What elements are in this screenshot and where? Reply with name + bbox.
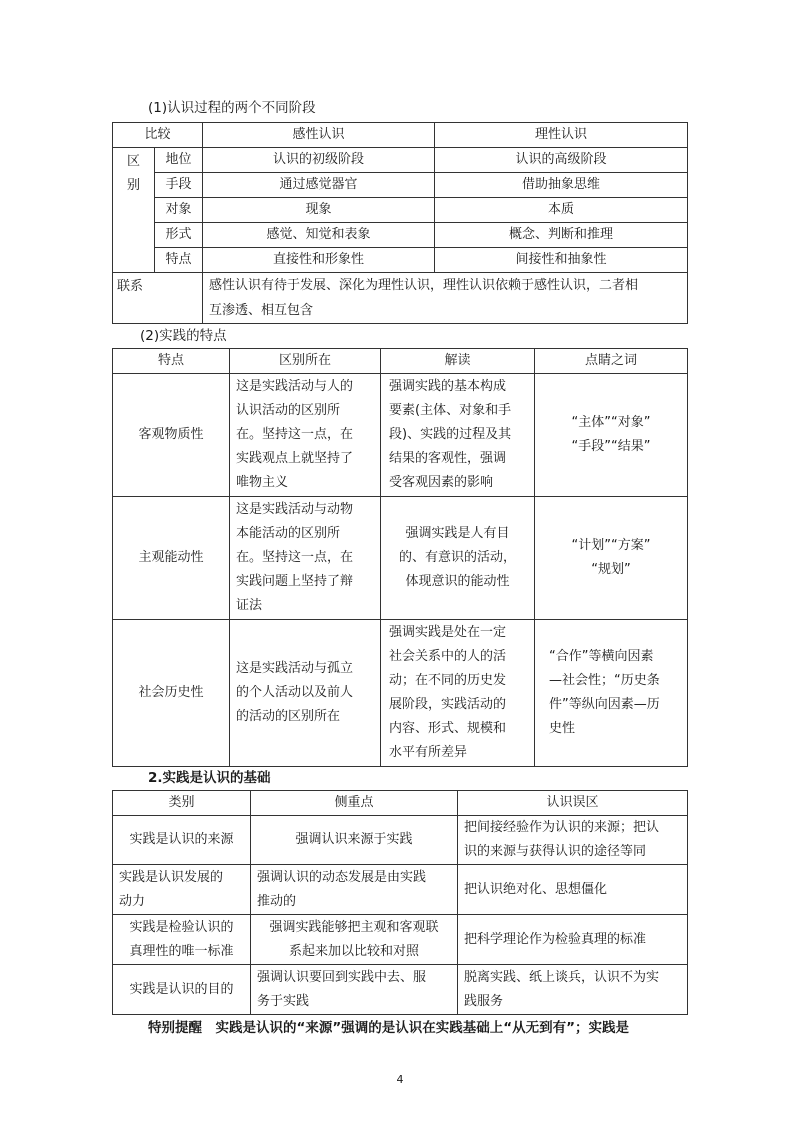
text-line: 要素(主体、对象和手	[389, 403, 512, 418]
text-line: 识的来源与获得认识的途径等同	[464, 844, 647, 859]
difference-cell	[230, 497, 381, 620]
explain-cell	[381, 374, 535, 497]
feature-cell: 客观物质性	[113, 374, 230, 497]
text-line: 把科学理论作为检验真理的标准	[464, 931, 647, 947]
text-line: 这是实践活动与人的	[236, 379, 354, 394]
header-feature: 特点	[113, 349, 230, 374]
practice-features-table	[112, 348, 688, 767]
text-line: 这是实践活动与动物	[236, 502, 354, 517]
explain-cell	[381, 497, 535, 620]
text-line: 脱离实践、纸上谈兵，认识不为实	[464, 969, 660, 985]
text-line: 强调实践是人有目	[405, 526, 510, 541]
focus-cell	[251, 816, 458, 865]
text-line: “手段”“结果”	[571, 439, 651, 454]
link-label: 联系	[113, 273, 203, 324]
category-cell	[113, 915, 251, 965]
rational-cell: 认识的高级阶段	[435, 148, 688, 173]
rational-cell: 概念、判断和推理	[435, 223, 688, 248]
difference-cell	[230, 374, 381, 497]
cognition-stages-table	[112, 122, 688, 324]
text-line: 真理性的唯一标准	[129, 943, 234, 959]
text-line: “合作”等横向因素	[549, 649, 654, 664]
text-line: 实践是认识的来源	[129, 832, 234, 847]
text-line: 强调实践是处在一定	[389, 625, 507, 640]
keywords-cell	[535, 620, 688, 767]
link-text	[203, 273, 688, 324]
rational-cell: 借助抽象思维	[435, 173, 688, 198]
text-line: 段)、实践的过程及其	[389, 427, 512, 442]
text-line: 实践观点上就坚持了	[236, 451, 354, 466]
section2-heading: (2)实践的特点	[140, 328, 227, 344]
keywords-cell	[535, 497, 688, 620]
focus-cell	[251, 965, 458, 1015]
practice-basis-table	[112, 790, 688, 1015]
text-line: 水平有所差异	[389, 745, 468, 760]
text-line: 强调实践能够把主观和客观联	[269, 919, 439, 935]
text-line: 受客观因素的影响	[389, 475, 494, 490]
text-line: “计划”“方案”	[571, 538, 651, 553]
text-line: 体现意识的能动性	[405, 574, 510, 589]
diff-label-char-2: 别	[126, 178, 140, 193]
text-line: 推动的	[257, 893, 297, 909]
perceptual-cell: 认识的初级阶段	[203, 148, 435, 173]
header-mistake: 认识误区	[458, 791, 688, 816]
text-line: 认识活动的区别所	[236, 403, 341, 418]
mistake-cell	[458, 965, 688, 1015]
text-line: 实践是认识发展的	[119, 869, 224, 885]
text-line: 的、有意识的活动，	[398, 550, 516, 565]
text-line: 实践是检验认识的	[129, 919, 234, 935]
rational-cell: 本质	[435, 198, 688, 223]
aspect-cell: 对象	[155, 198, 203, 223]
text-line: 务于实践	[257, 993, 310, 1009]
text-line: 本能活动的区别所	[236, 526, 341, 541]
special-tip: 特别提醒 实践是认识的“来源”强调的是认识在实践基础上“从无到有”；实践是	[148, 1020, 629, 1036]
text-line: 实践问题上坚持了辩	[236, 574, 354, 589]
mistake-cell	[458, 865, 688, 915]
text-line: 强调实践的基本构成	[389, 379, 507, 394]
text-line: 把认识绝对化、思想僵化	[464, 881, 608, 897]
category-cell	[113, 965, 251, 1015]
text-line: 在。坚持这一点，在	[236, 427, 354, 442]
text-line: 把间接经验作为认识的来源；把认	[464, 820, 660, 835]
text-line: 动力	[119, 893, 146, 909]
diff-label	[113, 148, 155, 273]
rational-cell: 间接性和抽象性	[435, 248, 688, 273]
perceptual-cell: 通过感觉器官	[203, 173, 435, 198]
text-line: 在。坚持这一点，在	[236, 550, 354, 565]
text-line: 强调认识的动态发展是由实践	[257, 869, 427, 885]
header-compare: 比较	[113, 123, 203, 148]
page-number: 4	[396, 1073, 404, 1086]
text-line: 系起来加以比较和对照	[288, 943, 419, 959]
text-line: —社会性；“历史条	[549, 673, 660, 688]
text-line: 践服务	[464, 993, 504, 1009]
text-line: 唯物主义	[236, 475, 289, 490]
text-line: 的活动的区别所在	[236, 709, 341, 724]
diff-label-char-1: 区	[126, 154, 140, 169]
header-perceptual: 感性认识	[203, 123, 435, 148]
focus-cell	[251, 915, 458, 965]
link-line: 感性认识有待于发展、深化为理性认识，理性认识依赖于感性认识，二者相	[209, 278, 639, 293]
feature-cell: 主观能动性	[113, 497, 230, 620]
perceptual-cell: 现象	[203, 198, 435, 223]
feature-cell: 社会历史性	[113, 620, 230, 767]
category-cell	[113, 816, 251, 865]
text-line: 动；在不同的历史发	[389, 673, 507, 688]
focus-cell	[251, 865, 458, 915]
text-line: 史性	[549, 721, 576, 736]
header-focus: 侧重点	[251, 791, 458, 816]
text-line: 内容、形式、规模和	[389, 721, 507, 736]
text-line: 的个人活动以及前人	[236, 685, 354, 700]
aspect-cell: 地位	[155, 148, 203, 173]
text-line: 展阶段，实践活动的	[389, 697, 507, 712]
section1-heading: (1)认识过程的两个不同阶段	[148, 100, 316, 116]
header-difference: 区别所在	[230, 349, 381, 374]
aspect-cell: 手段	[155, 173, 203, 198]
text-line: “规划”	[591, 562, 631, 577]
text-line: “主体”“对象”	[571, 415, 651, 430]
header-rational: 理性认识	[435, 123, 688, 148]
perceptual-cell: 感觉、知觉和表象	[203, 223, 435, 248]
header-keywords: 点睛之词	[535, 349, 688, 374]
section3-heading: 2.实践是认识的基础	[148, 770, 271, 786]
keywords-cell	[535, 374, 688, 497]
aspect-cell: 特点	[155, 248, 203, 273]
text-line: 强调认识要回到实践中去、服	[257, 969, 427, 985]
header-category: 类别	[113, 791, 251, 816]
header-explain: 解读	[381, 349, 535, 374]
mistake-cell	[458, 816, 688, 865]
text-line: 社会关系中的人的活	[389, 649, 507, 664]
text-line: 证法	[236, 598, 263, 613]
explain-cell	[381, 620, 535, 767]
link-line: 互渗透、相互包含	[209, 303, 314, 318]
text-line: 件”等纵向因素—历	[549, 697, 660, 712]
aspect-cell: 形式	[155, 223, 203, 248]
mistake-cell	[458, 915, 688, 965]
text-line: 这是实践活动与孤立	[236, 661, 354, 676]
category-cell	[113, 865, 251, 915]
difference-cell	[230, 620, 381, 767]
text-line: 强调认识来源于实践	[295, 832, 413, 847]
text-line: 实践是认识的目的	[129, 981, 234, 997]
text-line: 结果的客观性，强调	[389, 451, 507, 466]
perceptual-cell: 直接性和形象性	[203, 248, 435, 273]
